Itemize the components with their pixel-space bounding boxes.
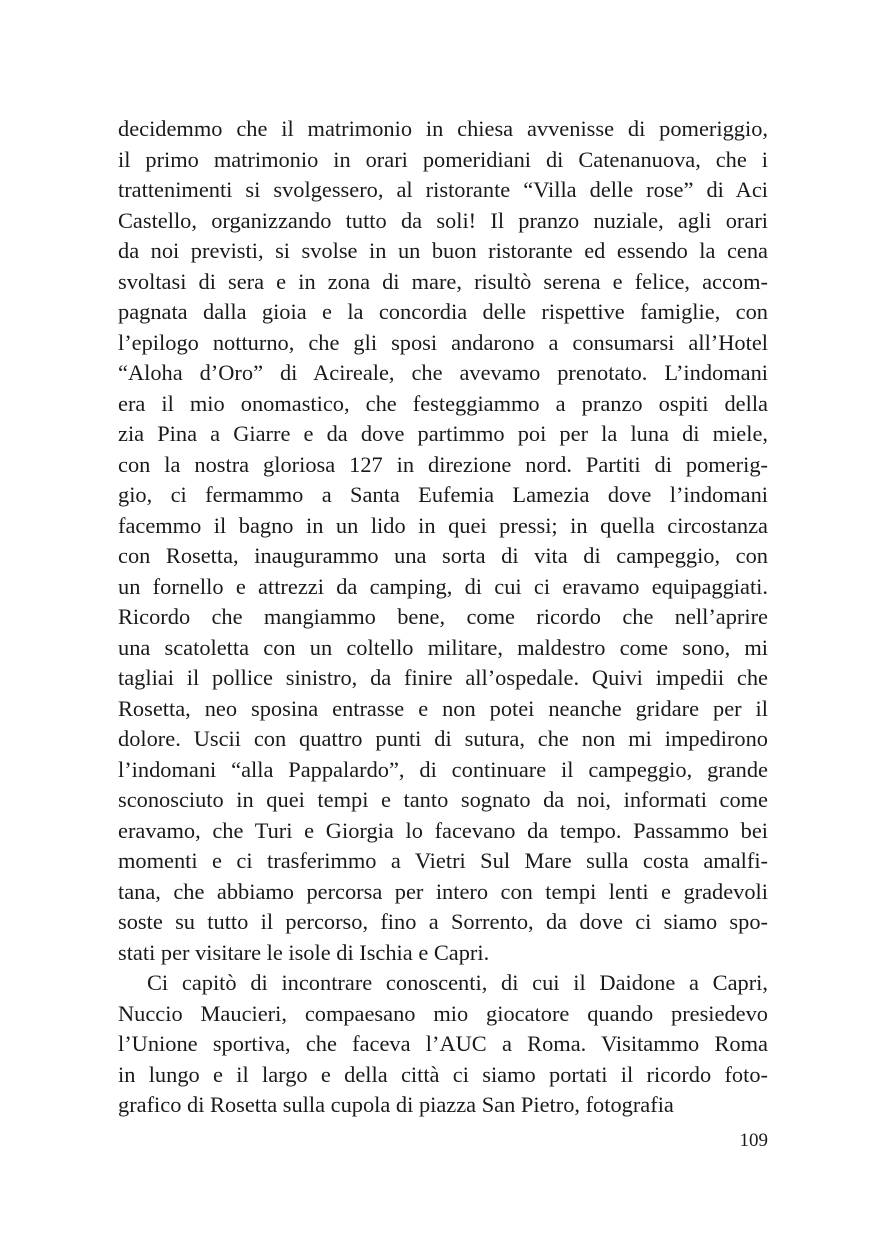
text-line: un fornello e attrezzi da camping, di cui ci eravamo equipaggiati. [118, 573, 768, 599]
text-line: con Rosetta, inaugurammo una sorta di vita di campeggio, con [118, 543, 768, 568]
text-line: era il mio onomastico, che festeggiammo a pranzo ospiti della [118, 390, 768, 416]
text-line: svoltasi di sera e in zona di mare, risultò serena e felice, accom- [118, 268, 768, 294]
text-line: l’epilogo notturno, che gli sposi andarono a consumarsi all’Hotel [118, 329, 768, 355]
text-line: tana, che abbiamo percorsa per intero con tempi lenti e gradevoli [118, 878, 768, 904]
paragraph [118, 968, 768, 1121]
text-line: gio, ci fermammo a Santa Eufemia Lamezia dove l’indomani [118, 482, 768, 507]
text-line: Ricordo che mangiammo bene, come ricordo che nell’aprire [118, 604, 768, 629]
text-line: sconosciuto in quei tempi e tanto sognato da noi, informati come [118, 787, 768, 812]
text-line: con la nostra gloriosa 127 in direzione nord. Partiti di pomerig- [118, 451, 768, 477]
text-line: Castello, organizzando tutto da soli! Il pranzo nuziale, agli orari [118, 207, 768, 233]
text-line: zia Pina a Giarre e da dove partimmo poi per la luna di miele, [118, 421, 768, 446]
text-line: stati per visitare le isole di Ischia e Capri. [118, 939, 490, 965]
text-line: l’indomani “alla Pappalardo”, di continuare il campeggio, grande [118, 756, 768, 782]
paragraph [118, 114, 768, 968]
text-line: tagliai il pollice sinistro, da finire all’ospedale. Quivi impedii che [118, 665, 768, 690]
text-line: l’Unione sportiva, che faceva l’AUC a Roma. Visitammo Roma [118, 1031, 768, 1056]
text-line: Rosetta, neo sposina entrasse e non potei neanche gridare per il [118, 695, 768, 721]
text-line: eravamo, che Turi e Giorgia lo facevano da tempo. Passammo bei [118, 817, 768, 843]
text-line: una scatoletta con un coltello militare, maldestro come sono, mi [118, 634, 768, 660]
text-line: dolore. Uscii con quattro punti di sutura, che non mi impedirono [118, 726, 768, 751]
text-line: momenti e ci trasferimmo a Vietri Sul Mare sulla costa amalfi- [118, 848, 768, 873]
text-line: Ci capitò di incontrare conoscenti, di cui il Daidone a Capri, [147, 970, 768, 995]
text-line: soste su tutto il percorso, fino a Sorrento, da dove ci siamo spo- [118, 909, 768, 934]
body-text [118, 114, 768, 1121]
text-line: decidemmo che il matrimonio in chiesa avvenisse di pomeriggio, [118, 116, 768, 141]
text-line: Nuccio Maucieri, compaesano mio giocatore quando presiedevo [118, 1000, 768, 1026]
text-line: il primo matrimonio in orari pomeridiani di Catenanuova, che i [118, 146, 768, 172]
page-number: 109 [739, 1130, 768, 1151]
text-line: da noi previsti, si svolse in un buon ristorante ed essendo la cena [118, 238, 768, 263]
text-line: grafico di Rosetta sulla cupola di piazza San Pietro, fotografia [118, 1092, 674, 1117]
text-line: facemmo il bagno in un lido in quei pressi; in quella circostanza [118, 512, 768, 538]
text-line: pagnata dalla gioia e la concordia delle rispettive famiglie, con [118, 299, 768, 324]
text-line: trattenimenti si svolgessero, al ristorante “Villa delle rose” di Aci [118, 177, 768, 202]
text-line: in lungo e il largo e della città ci siamo portati il ricordo foto- [118, 1061, 768, 1087]
text-line: “Aloha d’Oro” di Acireale, che avevamo prenotato. L’indomani [118, 360, 768, 385]
